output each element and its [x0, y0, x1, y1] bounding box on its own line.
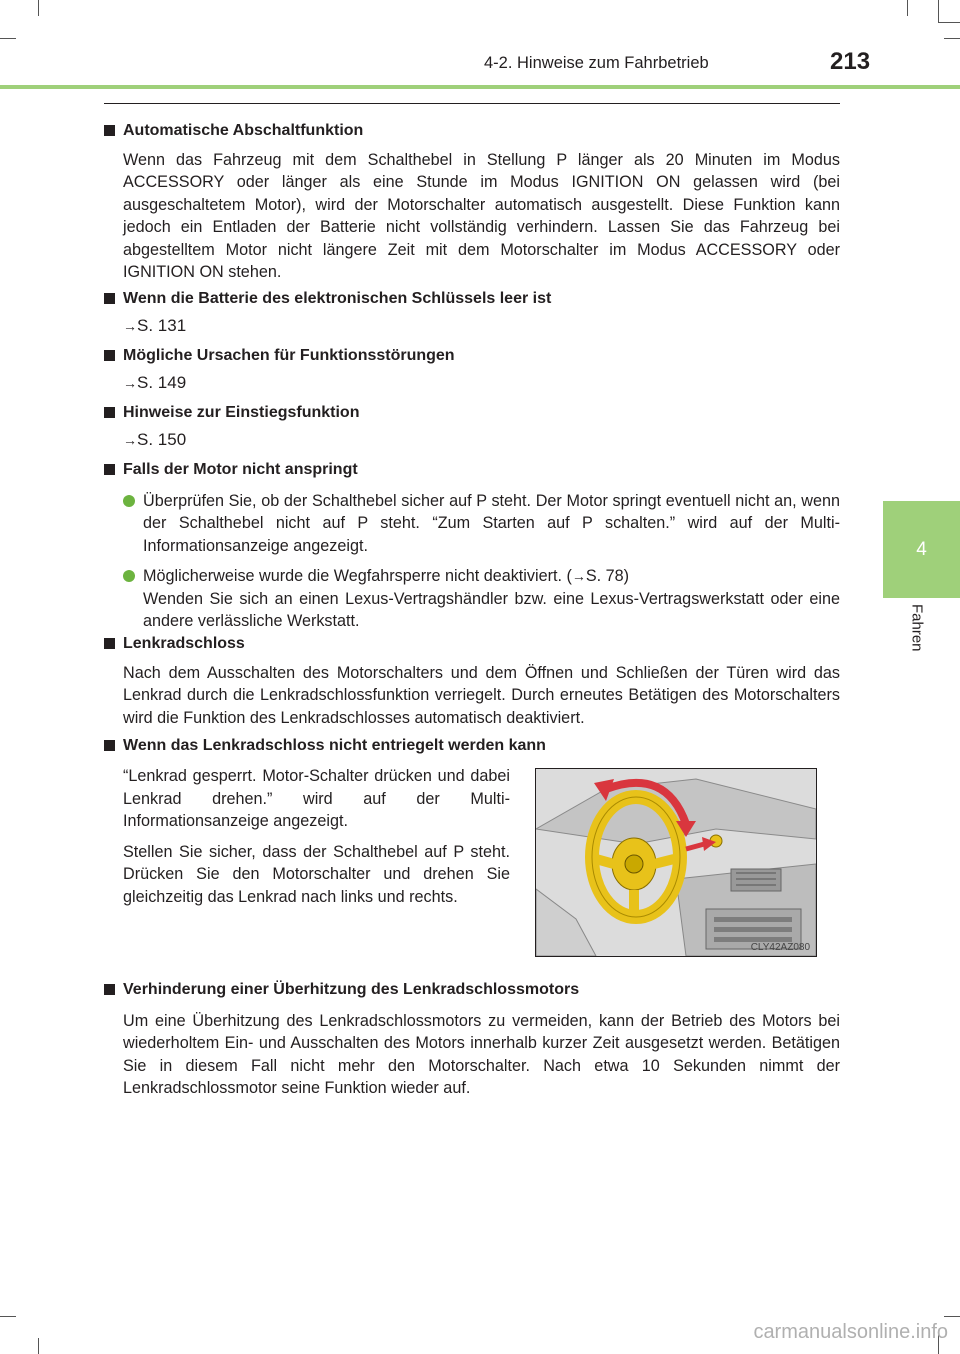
- section-heading: Verhinderung einer Überhitzung des Lenkradschlossmotors: [104, 979, 840, 1002]
- section-overheat: [104, 979, 840, 1100]
- section-heading: Automatische Abschaltfunktion: [104, 120, 840, 143]
- square-bullet-icon: [104, 407, 115, 418]
- section-heading: Mögliche Ursachen für Funktionsstörungen: [104, 345, 840, 368]
- section-key-battery: [104, 288, 840, 337]
- section-heading: Hinweise zur Einstiegsfunktion: [104, 402, 840, 425]
- page-number: 213: [830, 48, 871, 75]
- square-bullet-icon: [104, 293, 115, 304]
- section-title: 4-2. Hinweise zum Fahrbetrieb: [484, 54, 709, 72]
- crop-mark: [944, 38, 960, 39]
- paragraph: Um eine Überhitzung des Lenkradschlossmotors zu vermeiden, kann der Betrieb des Motors bei wiederholtem Ein- und Ausschalten des Motors innerhalb kurzer Zeit ausgesetzt werden. Betätigen Sie in diesem Fall nicht mehr den Motorschalter. Nach etwa 10 Sekunden nimmt der Lenkradschlossmotor seine Funktion wieder auf.: [123, 1011, 840, 1097]
- chapter-tab: 4: [883, 501, 960, 598]
- content-rule: [104, 103, 840, 104]
- crop-mark: [38, 1338, 39, 1354]
- steering-wheel-illustration: [535, 768, 817, 957]
- arrow-icon: →: [123, 374, 137, 391]
- square-bullet-icon: [104, 125, 115, 136]
- round-bullet-icon: [123, 495, 135, 507]
- page-reference[interactable]: →S. 149: [123, 372, 187, 392]
- section-malfunction: [104, 345, 840, 394]
- section-heading: Wenn die Batterie des elektronischen Schlüssels leer ist: [104, 288, 840, 311]
- arrow-icon: →: [123, 431, 137, 448]
- square-bullet-icon: [104, 740, 115, 751]
- crop-mark: [938, 22, 960, 23]
- chapter-label: Fahren: [908, 604, 926, 652]
- section-lock-not-released: [104, 735, 840, 758]
- lock-instructions: [123, 765, 510, 908]
- crop-mark: [0, 1316, 16, 1317]
- list-item: Möglicherweise wurde die Wegfahrsperre nicht deaktiviert. (→S. 78) Wenden Sie sich an einen Lexus-Vertragshändler bzw. eine Lexus-Vertragswerkstatt oder eine andere verlässliche Werkstatt.: [123, 565, 840, 633]
- list-item: Überprüfen Sie, ob der Schalthebel sicher auf P steht. Der Motor springt eventuell nicht an, wenn der Schalthebel nicht auf P steht. “Zum Starten auf P schalten.” wird auf der Multi-Informationsanzeige angezeigt.: [123, 490, 840, 558]
- square-bullet-icon: [104, 984, 115, 995]
- paragraph: “Lenkrad gesperrt. Motor-Schalter drücken und dabei Lenkrad drehen.” wird auf der Multi-Informationsanzeige angezeigt.: [123, 767, 510, 830]
- crop-mark: [944, 1316, 960, 1317]
- header-rule: [0, 85, 960, 89]
- square-bullet-icon: [104, 464, 115, 475]
- section-auto-off: [104, 120, 840, 284]
- crop-mark: [38, 0, 39, 16]
- page-reference[interactable]: S. 78: [585, 567, 624, 585]
- arrow-icon: →: [571, 568, 586, 584]
- paragraph: Nach dem Ausschalten des Motorschalters und dem Öffnen und Schließen der Türen wird das Lenkrad durch die Lenkradschlossfunktion verriegelt. Durch erneutes Betätigen des Motorschalters wird die Funktion des Lenkradschlosses automatisch deaktiviert.: [123, 663, 840, 727]
- paragraph: Wenn das Fahrzeug mit dem Schalthebel in Stellung P länger als 20 Minuten im Modus ACCESSORY oder länger als eine Stunde im Modus IGNITION ON gelassen wird (bei ausgeschaltetem Motor), wird der Motorschalter automatisch ausgestellt. Diese Funktion kann jedoch ein Entladen der Batterie nicht vollständig verhindern. Lassen Sie das Fahrzeug bei abgestelltem Motor nicht längere Zeit mit dem Motorschalter im Modus ACCESSORY oder IGNITION ON stehen.: [123, 150, 840, 281]
- figure-code: CLY42AZ080: [750, 942, 810, 953]
- section-steering-lock: [104, 633, 840, 729]
- crop-mark: [907, 0, 908, 16]
- crop-mark: [0, 38, 16, 39]
- page-reference[interactable]: →S. 131: [123, 315, 187, 335]
- square-bullet-icon: [104, 638, 115, 649]
- square-bullet-icon: [104, 350, 115, 361]
- section-entry: [104, 402, 840, 451]
- section-heading: Wenn das Lenkradschloss nicht entriegelt werden kann: [104, 735, 840, 758]
- watermark: carmanualsonline.info: [753, 1321, 948, 1343]
- crop-mark: [938, 0, 939, 22]
- page-reference[interactable]: →S. 150: [123, 429, 187, 449]
- round-bullet-icon: [123, 570, 135, 582]
- paragraph: Stellen Sie sicher, dass der Schalthebel auf P steht. Drücken Sie den Motorschalter und drehen Sie gleichzeitig das Lenkrad nach links und rechts.: [123, 842, 510, 906]
- steering-wheel-drawing: [536, 769, 816, 956]
- section-heading: Falls der Motor nicht anspringt: [104, 459, 840, 482]
- section-no-start: [104, 459, 840, 633]
- section-heading: Lenkradschloss: [104, 633, 840, 656]
- arrow-icon: →: [123, 317, 137, 334]
